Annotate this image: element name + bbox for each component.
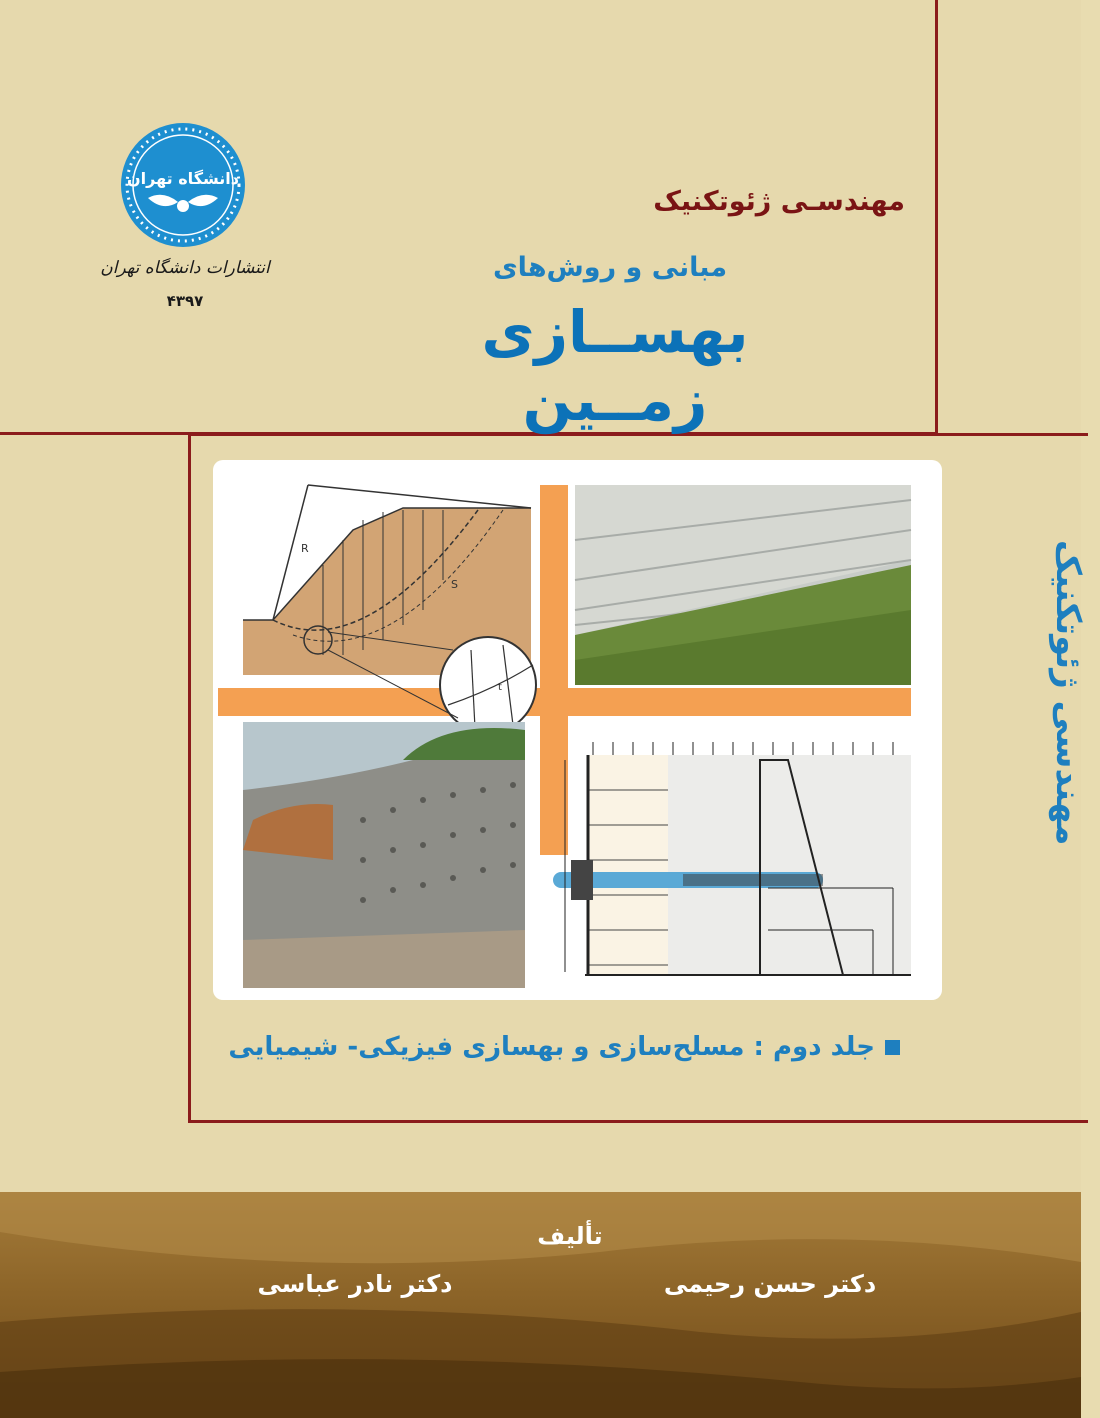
book-subtitle: مبانی و روش‌های (492, 252, 728, 283)
soil-nail-wall-photo (243, 722, 525, 988)
illustration-panel (213, 460, 942, 1000)
label-t: t (498, 682, 502, 693)
publication-number: ۴۳۹۷ (166, 292, 204, 310)
book-title: بهســازی زمــین (481, 298, 749, 434)
spine (1030, 540, 1100, 846)
spine-title: مهندسی ژئوتکنیک (1048, 540, 1088, 846)
university-seal-icon (118, 120, 248, 250)
authored-by-label: تألیف (537, 1222, 603, 1250)
volume-text: جلد دوم : مسلح‌سازی و بهسازی فیزیکی- شیمیایی (228, 1032, 875, 1062)
author-2: دکتر نادر عباسی (257, 1270, 453, 1298)
illustration-collage (213, 460, 942, 1000)
ground-anchor-diagram (553, 742, 911, 975)
orange-cross-vertical (540, 485, 568, 855)
label-r: R (301, 542, 309, 555)
publisher-name: انتشارات دانشگاه تهران (100, 258, 270, 278)
orange-cross-horizontal (218, 688, 911, 716)
seal-text: دانشگاه تهران (127, 169, 239, 188)
series-title: مهندسـی ژئوتکنیک (653, 186, 905, 217)
volume-label (210, 1032, 900, 1062)
label-s: S (451, 578, 458, 591)
bullet-square-icon (885, 1040, 900, 1055)
reinforced-wall-photo (575, 485, 911, 685)
author-1: دکتر حسن رحیمی (663, 1270, 877, 1298)
